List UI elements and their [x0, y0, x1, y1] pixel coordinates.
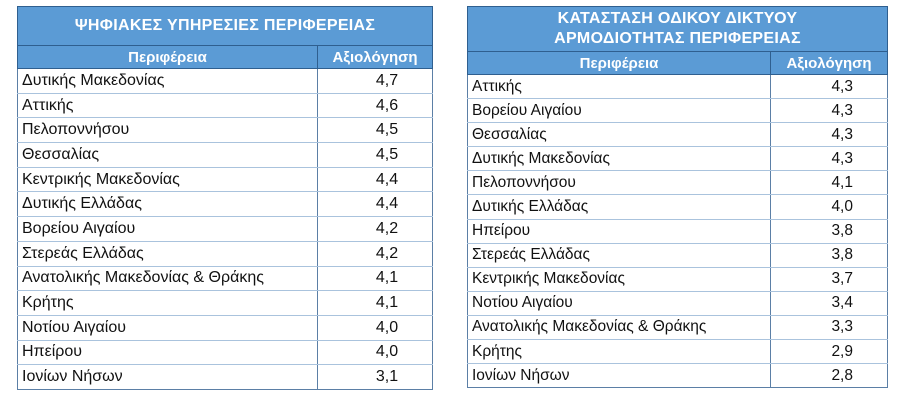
region-cell: Δυτικής Μακεδονίας: [468, 147, 771, 171]
table-row: [18, 217, 433, 242]
digital-services-table-panel: [17, 6, 433, 390]
region-cell: Νοτίου Αιγαίου: [18, 315, 318, 340]
column-header-score: Αξιολόγηση: [771, 52, 888, 75]
table-title: ΨΗΦΙΑΚΕΣ ΥΠΗΡΕΣΙΕΣ ΠΕΡΙΦΕΡΕΙΑΣ: [18, 7, 433, 46]
region-cell: Θεσσαλίας: [18, 143, 318, 168]
table-title-line-2: ΑΡΜΟΔΙΟΤΗΤΑΣ ΠΕΡΙΦΕΡΕΙΑΣ: [554, 30, 801, 47]
table-row: [18, 69, 433, 94]
table-row: [468, 147, 888, 171]
region-cell: Αττικής: [18, 93, 318, 118]
region-cell: Ιονίων Νήσων: [468, 364, 771, 388]
score-cell: 3,7: [771, 267, 888, 291]
score-cell: 2,9: [771, 340, 888, 364]
region-cell: Ιονίων Νήσων: [18, 365, 318, 390]
region-cell: Αττικής: [468, 75, 771, 99]
table-row: [468, 267, 888, 291]
table-row: [18, 192, 433, 217]
table-row: [468, 195, 888, 219]
table-row: [468, 291, 888, 315]
column-header-region: Περιφέρεια: [18, 46, 318, 69]
score-cell: 3,4: [771, 291, 888, 315]
column-header-score: Αξιολόγηση: [317, 46, 432, 69]
region-cell: Ανατολικής Μακεδονίας & Θράκης: [468, 315, 771, 339]
region-cell: Δυτικής Μακεδονίας: [18, 69, 318, 94]
table-row: [468, 75, 888, 99]
score-cell: 4,3: [771, 75, 888, 99]
region-cell: Στερεάς Ελλάδας: [18, 241, 318, 266]
score-cell: 4,0: [317, 315, 432, 340]
region-cell: Κρήτης: [18, 291, 318, 316]
table-row: [468, 315, 888, 339]
column-header-region: Περιφέρεια: [468, 52, 771, 75]
region-cell: Πελοποννήσου: [18, 118, 318, 143]
score-cell: 4,5: [317, 118, 432, 143]
digital-services-table: [17, 6, 433, 390]
score-cell: 4,1: [771, 171, 888, 195]
score-cell: 4,0: [317, 340, 432, 365]
score-cell: 4,5: [317, 143, 432, 168]
table-row: [18, 241, 433, 266]
score-cell: 4,1: [317, 266, 432, 291]
region-cell: Θεσσαλίας: [468, 123, 771, 147]
table-row: [468, 364, 888, 388]
table-row: [18, 167, 433, 192]
table-row: [468, 171, 888, 195]
region-cell: Ηπείρου: [18, 340, 318, 365]
table-row: [468, 219, 888, 243]
table-row: [18, 93, 433, 118]
score-cell: 3,8: [771, 219, 888, 243]
table-row: [18, 365, 433, 390]
region-cell: Ηπείρου: [468, 219, 771, 243]
road-network-table: [467, 6, 888, 388]
table-row: [18, 291, 433, 316]
region-cell: Κεντρικής Μακεδονίας: [468, 267, 771, 291]
table-row: [18, 315, 433, 340]
table-row: [468, 99, 888, 123]
region-cell: Κεντρικής Μακεδονίας: [18, 167, 318, 192]
score-cell: 4,3: [771, 147, 888, 171]
table-row: [18, 118, 433, 143]
score-cell: 4,4: [317, 192, 432, 217]
table-row: [468, 340, 888, 364]
score-cell: 4,4: [317, 167, 432, 192]
score-cell: 3,3: [771, 315, 888, 339]
region-cell: Ανατολικής Μακεδονίας & Θράκης: [18, 266, 318, 291]
region-cell: Κρήτης: [468, 340, 771, 364]
score-cell: 2,8: [771, 364, 888, 388]
table-row: [18, 143, 433, 168]
table-row: [18, 340, 433, 365]
score-cell: 3,8: [771, 243, 888, 267]
region-cell: Βορείου Αιγαίου: [18, 217, 318, 242]
region-cell: Δυτικής Ελλάδας: [18, 192, 318, 217]
road-network-table-panel: [467, 6, 888, 388]
score-cell: 4,2: [317, 241, 432, 266]
score-cell: 3,1: [317, 365, 432, 390]
table-row: [468, 123, 888, 147]
region-cell: Δυτικής Ελλάδας: [468, 195, 771, 219]
score-cell: 4,6: [317, 93, 432, 118]
score-cell: 4,3: [771, 123, 888, 147]
score-cell: 4,0: [771, 195, 888, 219]
region-cell: Στερεάς Ελλάδας: [468, 243, 771, 267]
table-title-line-1: ΚΑΤΑΣΤΑΣΗ ΟΔΙΚΟΥ ΔΙΚΤΥΟΥ: [557, 10, 798, 27]
table-row: [18, 266, 433, 291]
score-cell: 4,1: [317, 291, 432, 316]
table-title: [468, 7, 888, 52]
score-cell: 4,2: [317, 217, 432, 242]
region-cell: Βορείου Αιγαίου: [468, 99, 771, 123]
score-cell: 4,7: [317, 69, 432, 94]
score-cell: 4,3: [771, 99, 888, 123]
region-cell: Πελοποννήσου: [468, 171, 771, 195]
region-cell: Νοτίου Αιγαίου: [468, 291, 771, 315]
table-row: [468, 243, 888, 267]
